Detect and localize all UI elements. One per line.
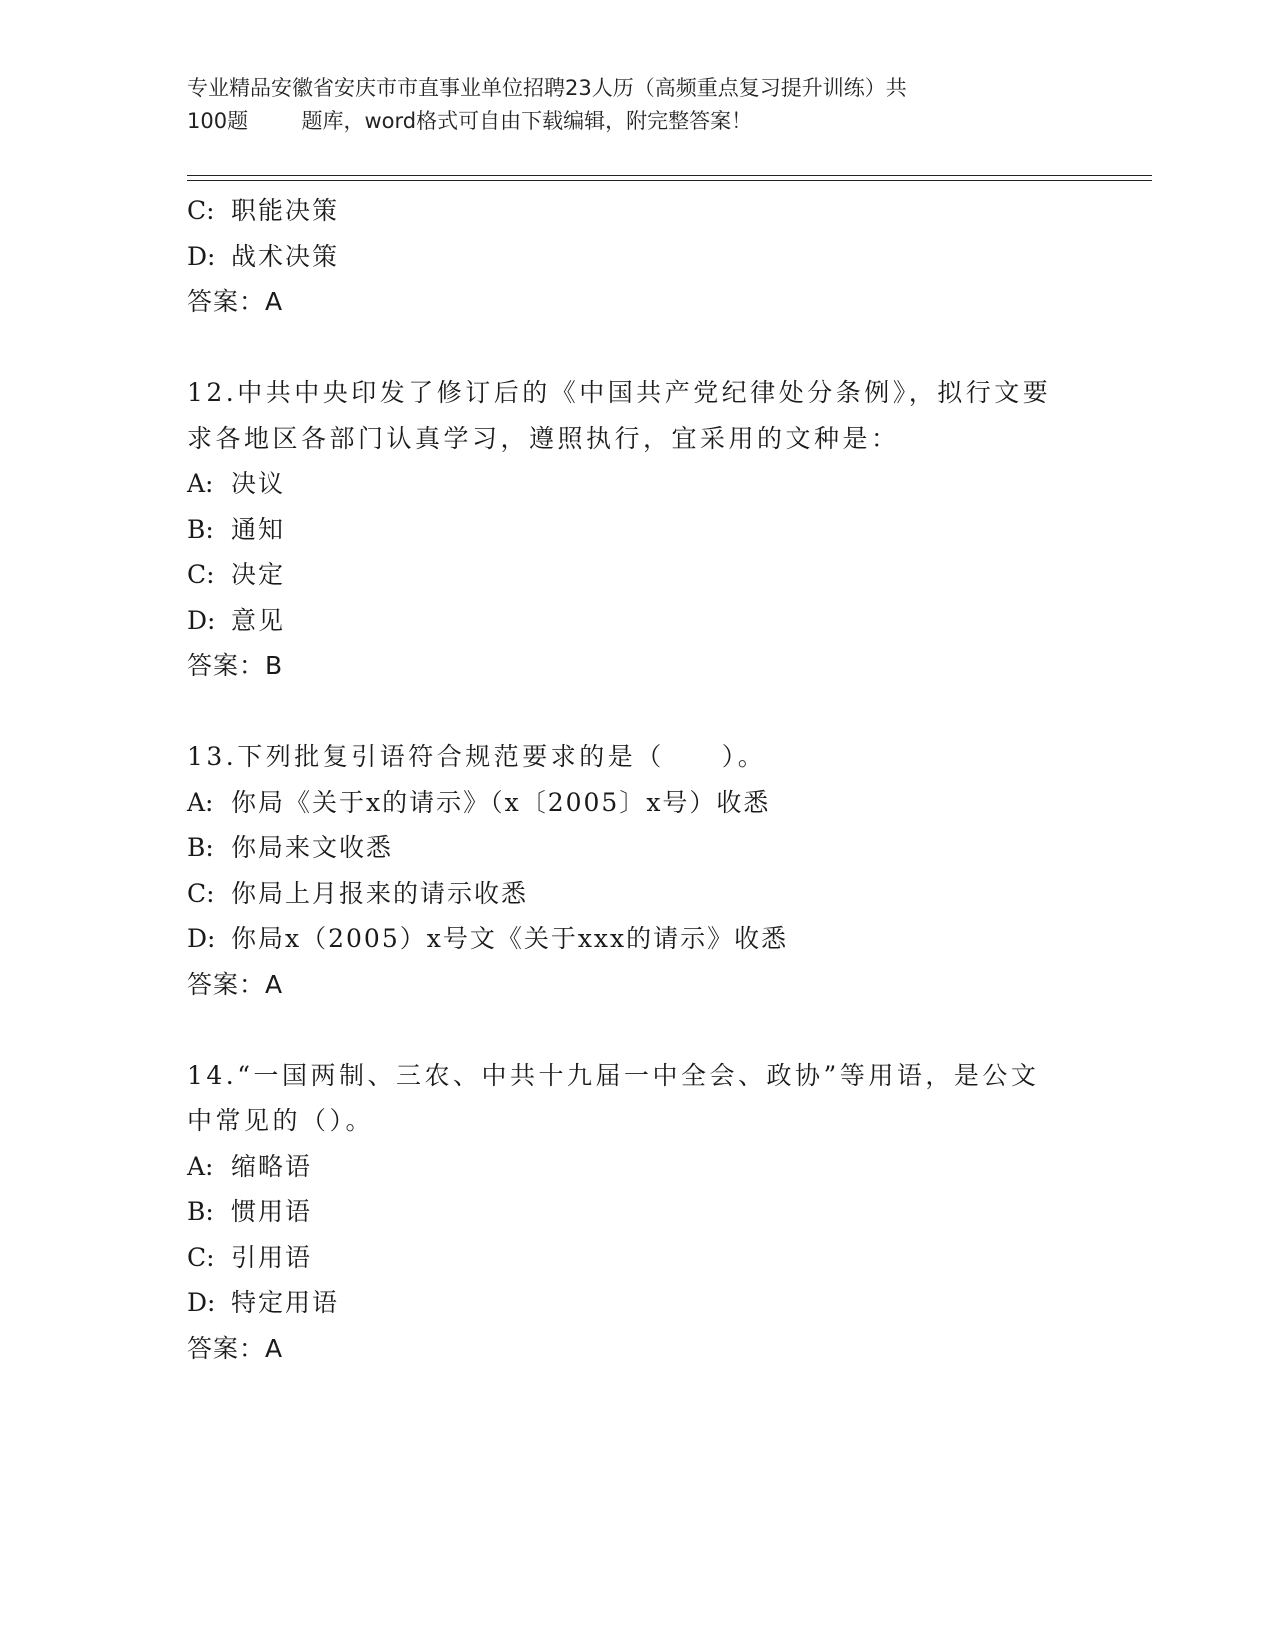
spacer xyxy=(187,1007,1087,1053)
option-c xyxy=(187,188,1087,234)
option-c xyxy=(187,1235,1087,1281)
option-letter: B: xyxy=(187,833,214,862)
option-c xyxy=(187,552,1087,598)
question-list xyxy=(187,188,1087,1371)
option-letter: C: xyxy=(187,1242,215,1272)
header-title-line-2: 100题 题库，word格式可自由下载编辑，附完整答案！ xyxy=(187,109,753,133)
answer-line: 答案：A xyxy=(187,1333,284,1363)
spacer xyxy=(187,689,1087,735)
option-letter: A: xyxy=(187,469,214,498)
option-letter: C: xyxy=(187,878,215,908)
question-stem xyxy=(187,734,1067,780)
option-text: 你局《关于x的请示》（x〔2005〕x号）收悉 xyxy=(231,787,771,817)
option-text: 通知 xyxy=(231,514,286,544)
question-stem-line: 13.下列批复引语符合规范要求的是（ ）。 xyxy=(187,742,767,771)
question-13 xyxy=(187,734,1087,1007)
option-text: 决定 xyxy=(231,560,286,589)
option-text: 职能决策 xyxy=(231,196,340,225)
option-text: 战术决策 xyxy=(231,241,340,271)
option-letter: C: xyxy=(187,560,215,589)
option-d xyxy=(187,598,1087,644)
question-stem-line: 求各地区各部门认真学习，遵照执行，宜采用的文种是： xyxy=(187,423,900,453)
option-b xyxy=(187,507,1087,553)
option-letter: D: xyxy=(187,1288,216,1317)
option-c xyxy=(187,871,1087,917)
option-b xyxy=(187,825,1087,871)
question-stem-line: 12.中共中央印发了修订后的《中国共产党纪律处分条例》，拟行文要 xyxy=(187,378,1052,407)
option-b xyxy=(187,1189,1087,1235)
option-d xyxy=(187,234,1087,280)
option-letter: A: xyxy=(187,1151,214,1181)
option-letter: C: xyxy=(187,196,215,225)
option-text: 缩略语 xyxy=(231,1151,313,1181)
option-letter: B: xyxy=(187,1197,214,1226)
question-stem xyxy=(187,1053,1067,1144)
header-divider-top xyxy=(187,175,1152,176)
option-text: 你局上月报来的请示收悉 xyxy=(231,878,529,908)
option-d xyxy=(187,916,1087,962)
question-stem xyxy=(187,370,1067,461)
option-letter: B: xyxy=(187,514,214,544)
option-text: 惯用语 xyxy=(231,1197,313,1226)
option-d xyxy=(187,1280,1087,1326)
option-text: 特定用语 xyxy=(231,1288,340,1317)
prev-question-block xyxy=(187,188,1087,325)
question-12 xyxy=(187,370,1087,689)
question-stem-line: 14.“一国两制、三农、中共十九届一中全会、政协”等用语，是公文 xyxy=(187,1060,1040,1090)
answer-line: 答案：A xyxy=(187,969,284,999)
answer-line: 答案：A xyxy=(187,287,284,316)
option-a xyxy=(187,1144,1087,1190)
spacer xyxy=(187,325,1087,371)
option-text: 意见 xyxy=(231,605,286,635)
document-header xyxy=(187,72,1087,138)
header-title-line-1: 专业精品安徽省安庆市市直事业单位招聘23人历（高频重点复习提升训练）共 xyxy=(187,76,907,100)
option-letter: D: xyxy=(187,605,216,635)
option-text: 决议 xyxy=(231,469,286,498)
option-a xyxy=(187,461,1087,507)
question-14 xyxy=(187,1053,1087,1372)
header-divider-bottom xyxy=(187,180,1152,181)
option-a xyxy=(187,780,1087,826)
answer-line: 答案：B xyxy=(187,651,284,680)
option-text: 你局x（2005）x号文《关于xxx的请示》收悉 xyxy=(231,924,789,953)
option-letter: A: xyxy=(187,787,214,817)
question-stem-line: 中常见的（）。 xyxy=(187,1106,375,1135)
option-letter: D: xyxy=(187,924,216,953)
option-letter: D: xyxy=(187,241,216,271)
option-text: 你局来文收悉 xyxy=(231,833,394,862)
option-text: 引用语 xyxy=(231,1242,313,1272)
